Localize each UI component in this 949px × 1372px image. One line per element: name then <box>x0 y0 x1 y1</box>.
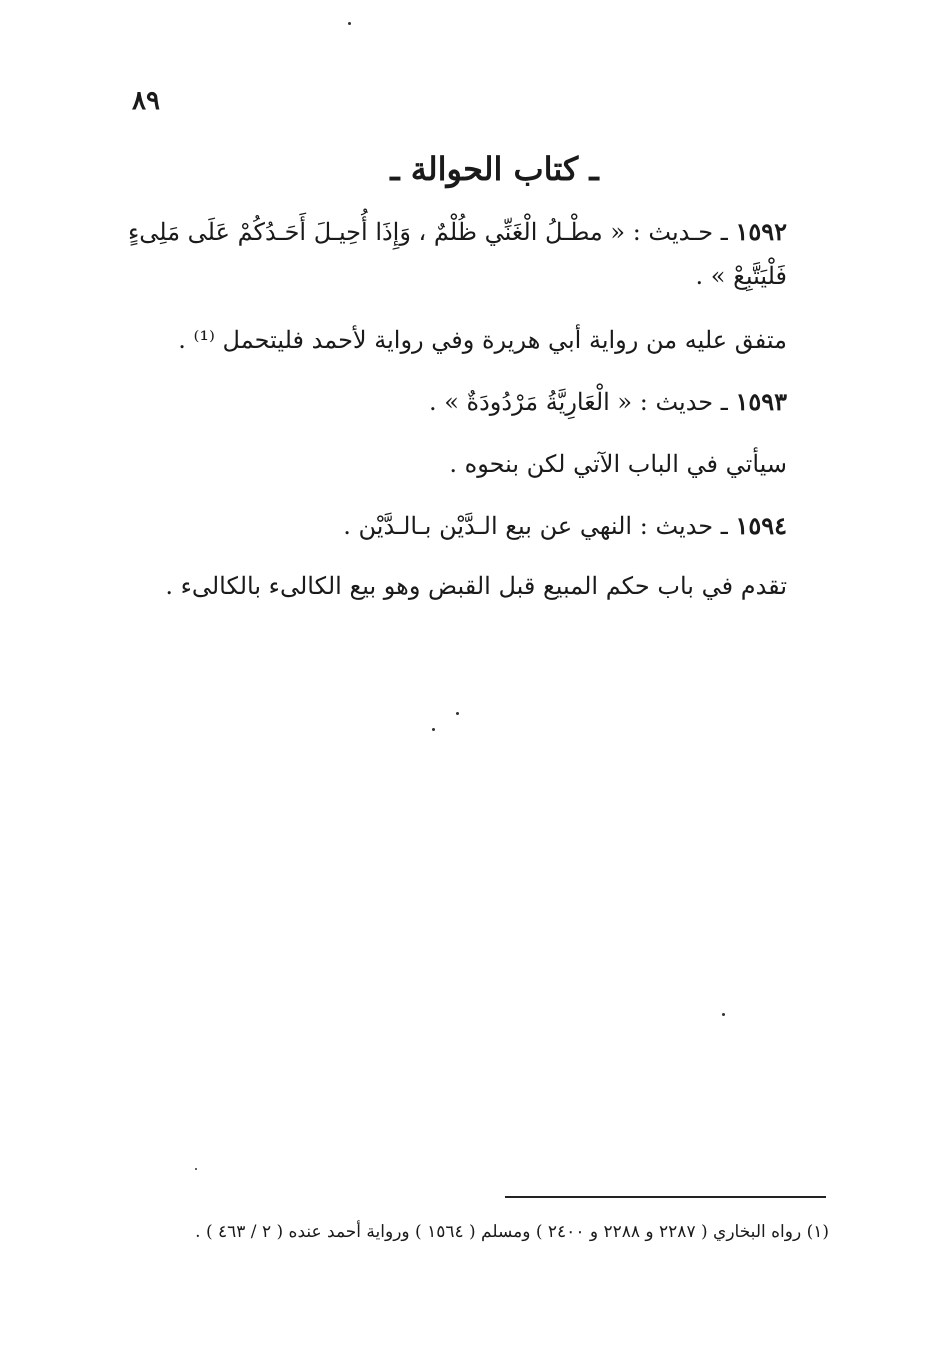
entry-1593 <box>122 384 787 420</box>
entry-1592 <box>122 214 787 294</box>
entry-1593-commentary: سيأتي في الباب الآتي لكن بنحوه . <box>449 450 787 478</box>
scan-speck <box>722 1013 725 1016</box>
footnote-divider <box>505 1196 826 1198</box>
scan-speck <box>348 22 351 25</box>
scan-speck <box>432 728 435 731</box>
hadith-text: ـ حديث : « الْعَارِيَّةُ مَرْدُودَةٌ » . <box>428 388 728 416</box>
hadith-number: ١٥٩٤ <box>735 511 787 540</box>
chapter-title: ـ كتاب الحوالة ـ <box>390 150 599 188</box>
hadith-text: ـ حـديث : « مطْـلُ الْغَنِّي ظُلْمٌ ، وَإِذَا أُحِيـلَ أَحَـدُكُمْ عَلَى مَلِىءٍ <box>127 218 728 246</box>
entry-1592-commentary: متفق عليه من رواية أبي هريرة وفي رواية لأحمد فليتحمل ⁽¹⁾ . <box>178 326 787 354</box>
hadith-text: ـ حديث : النهي عن بيع الـدَّيْن بـالـدَّيْن . <box>343 512 728 540</box>
hadith-text-continuation: فَلْيَتَّبِعْ » . <box>695 262 787 290</box>
scan-speck <box>456 712 459 715</box>
entry-1594 <box>122 508 787 544</box>
hadith-number: ١٥٩٢ <box>735 217 787 246</box>
page-number: ٨٩ <box>132 86 160 116</box>
hadith-number: ١٥٩٣ <box>735 387 787 416</box>
entry-1594-commentary: تقدم في باب حكم المبيع قبل القبض وهو بيع الكالىء بالكالىء . <box>165 572 787 600</box>
scan-speck <box>195 1168 197 1170</box>
footnote: (١) رواه البخاري ( ٢٢٨٧ و ٢٢٨٨ و ٢٤٠٠ ) ومسلم ( ١٥٦٤ ) ورواية أحمد عنده ( ٢ / ٤٦٣ ) . <box>195 1222 829 1242</box>
